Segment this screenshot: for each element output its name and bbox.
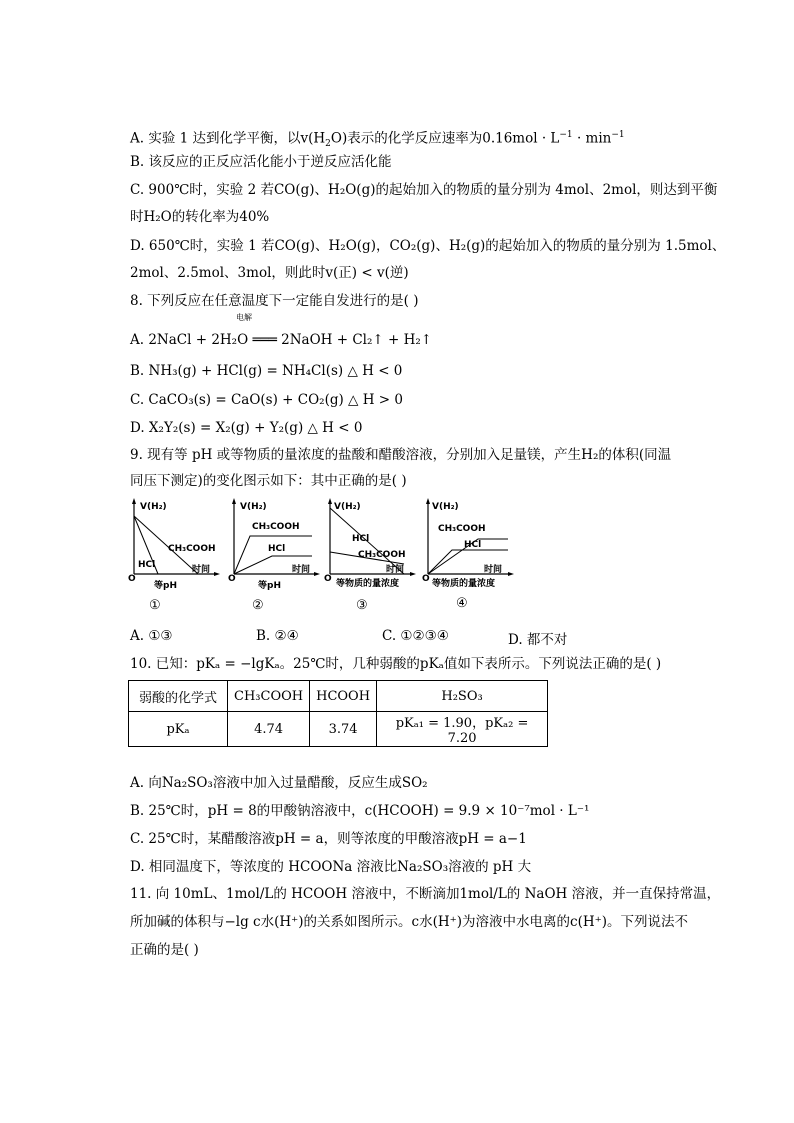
pka-table [128,680,548,747]
graph-2-xlabel: 时间 [292,565,311,575]
q10-option-a: A. 向Na₂SO₃溶液中加入过量醋酸，反应生成SO₂ [130,775,428,791]
graph-1 [128,494,220,618]
table-cell: 4.74 [228,712,310,747]
table-row [129,681,548,712]
graph-2-label-ch3cooh: CH₃COOH [252,522,300,532]
graph-4-origin: O [422,574,430,584]
q8-option-c: C. CaCO₃(s) = CaO(s) + CO₂(g) △ H > 0 [130,392,403,408]
q7-option-a: A. 实验 1 达到化学平衡，以$v(H_2O)$表示的化学反应速率为$0.16mol \cdot L^{-1} \cdot \min^{-1}$ [130,130,625,150]
q7-option-c-line2: 时H₂O的转化率为40% [130,209,270,225]
table-cell: pKₐ₁ = 1.90，pKₐ₂ = 7.20 [377,712,548,747]
q10-option-d: D. 相同温度下，等浓度的 HCOONa 溶液比Na₂SO₃溶液的 pH 大 [130,859,532,875]
graph-3-label-hcl: HCl [352,534,370,544]
table-header-cell: CH₃COOH [228,681,310,712]
q9-choice-b: B. ②④ [256,628,299,644]
q8-option-a: A. 2NaCl + 2H₂O ═══ 2NaOH + Cl₂↑ + H₂↑ [130,332,433,348]
q7-option-d-line1: D. 650℃时，实验 1 若CO(g)、H₂O(g)，CO₂(g)、H₂(g)的起始加入的物质的量分别为 1.5mol、 [130,238,726,254]
graph-1-xlabel: 时间 [192,565,211,575]
graph-3-xlabel: 时间 [386,565,405,575]
q8-option-d: D. X₂Y₂(s) = X₂(g) + Y₂(g) △ H < 0 [130,420,363,436]
q11-stem-line3: 正确的是( ) [130,942,199,958]
graph-2 [228,494,320,618]
graph-2-origin: O [228,574,236,584]
graph-3-caption: 等物质的量浓度 [336,579,400,589]
graph-2-ylabel: V(H₂) [240,502,267,512]
graph-2-caption: 等pH [258,581,281,591]
graph-4-caption: 等物质的量浓度 [432,579,496,589]
q8-option-b: B. NH₃(g) + HCl(g) = NH₄Cl(s) △ H < 0 [130,363,403,379]
graph-1-caption: 等pH [154,581,177,591]
electrolysis-label: 电解 [236,313,252,322]
graph-4-ylabel: V(H₂) [432,502,459,512]
graph-2-number: ② [252,598,264,613]
graph-1-label-ch3cooh: CH₃COOH [168,544,216,554]
q8-stem: 8. 下列反应在任意温度下一定能自发进行的是( ) [130,293,419,309]
graph-3-ylabel: V(H₂) [334,502,361,512]
q9-choice-c: C. ①②③④ [382,628,449,644]
q9-choice-a: A. ①③ [130,628,173,644]
graph-4-label-ch3cooh: CH₃COOH [438,524,486,534]
table-header-cell: HCOOH [310,681,377,712]
q9-stem-line2: 同压下测定)的变化图示如下：其中正确的是( ) [130,473,407,489]
q9-graphs [128,494,518,624]
q11-stem-line2: 所加碱的体积与−lg c水(H⁺)的关系如图所示。c水(H⁺)为溶液中水电离的c(H⁺)。下列说法不 [130,914,689,930]
q7-option-b: B. 该反应的正反应活化能小于逆反应活化能 [130,154,392,170]
graph-3-origin: O [324,574,332,584]
graph-4 [422,494,514,618]
graph-3-number: ③ [356,598,368,613]
q9-choice-d: D. 都不对 [508,632,568,648]
table-cell: pKₐ [129,712,228,747]
graph-4-xlabel: 时间 [484,565,503,575]
q10-option-b: B. 25℃时，pH = 8的甲酸钠溶液中，c(HCOOH) = 9.9 × 10⁻⁷mol · L⁻¹ [130,803,590,819]
graph-1-label-hcl: HCl [138,560,156,570]
q10-option-c: C. 25℃时，某醋酸溶液pH = a，则等浓度的甲酸溶液pH = a−1 [130,831,527,847]
table-header-cell: 弱酸的化学式 [129,681,228,712]
q10-stem: 10. 已知：pKₐ = −lgKₐ。25℃时，几种弱酸的pKₐ值如下表所示。下列说法正确的是( ) [130,656,662,672]
q7-option-c-line1: C. 900℃时，实验 2 若CO(g)、H₂O(g)的起始加入的物质的量分别为 4mol、2mol，则达到平衡 [130,182,718,198]
q9-stem-line1: 9. 现有等 pH 或等物质的量浓度的盐酸和醋酸溶液，分别加入足量镁，产生H₂的体积(同温 [130,447,672,463]
graph-1-origin: O [128,574,136,584]
graph-1-number: ① [149,598,161,613]
table-row [129,712,548,747]
graph-3 [324,494,416,618]
graph-2-label-hcl: HCl [268,544,286,554]
q11-stem-line1: 11. 向 10mL、1mol/L的 HCOOH 溶液中，不断滴加1mol/L的 NaOH 溶液，并一直保持常温， [130,886,721,902]
graph-4-label-hcl: HCl [464,540,482,550]
graph-3-label-ch3cooh: CH₃COOH [358,550,406,560]
q7-option-d-line2: 2mol、2.5mol、3mol，则此时v(正) < v(逆) [130,265,409,281]
table-header-cell: H₂SO₃ [377,681,548,712]
table-cell: 3.74 [310,712,377,747]
graph-1-ylabel: V(H₂) [140,502,167,512]
graph-4-number: ④ [456,596,468,611]
